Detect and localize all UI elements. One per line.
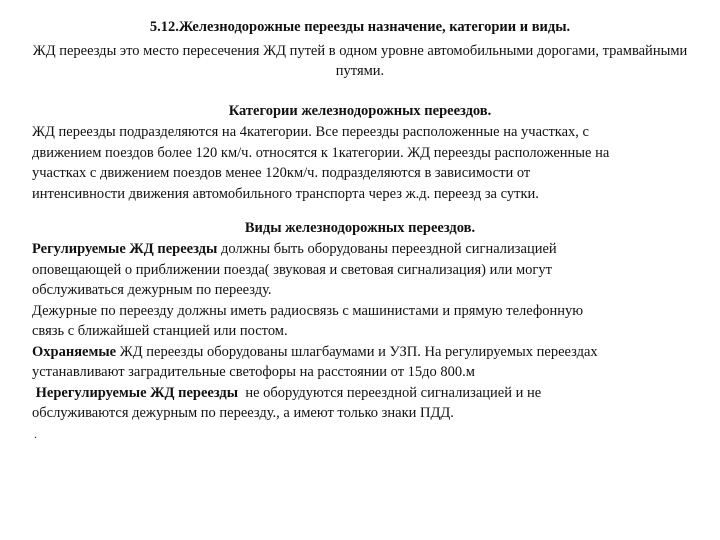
unregulated-line: обслуживаются дежурным по переезду., а имеют только знаки ПДД. <box>32 405 454 421</box>
categories-line: движением поездов более 120 км/ч. относятся к 1категории. ЖД переезды расположенные на <box>32 144 610 161</box>
categories-line: интенсивности движения автомобильного транспорта через ж.д. переезд за сутки. <box>32 185 539 202</box>
unregulated-term: Нерегулируемые ЖД переезды <box>35 384 239 401</box>
types-paragraph <box>32 239 697 424</box>
categories-paragraph <box>32 122 697 204</box>
regulated-line <box>32 239 697 260</box>
types-heading: Виды железнодорожных переездов. <box>244 220 476 236</box>
categories-heading: Категории железнодорожных переездов. <box>228 103 492 119</box>
guarded-line <box>32 342 697 363</box>
duty-line: связь с ближайшей станцией или постом. <box>32 323 288 339</box>
categories-line: участках с движением поездов менее 120км/ч. подразделяются в зависимости от <box>32 165 531 181</box>
regulated-line: оповещающей о приближении поезда( звуковая и световая сигнализация) или могут <box>32 261 552 278</box>
regulated-term: Регулируемые ЖД переезды <box>32 241 218 257</box>
intro-paragraph: ЖД переезды это место пересечения ЖД путей в одном уровне автомобильными дорогами, трамвайными путями. <box>32 43 688 79</box>
guarded-line: устанавливают заградительные светофоры на расстоянии от 15до 800.м <box>32 364 475 380</box>
unregulated-text: не оборудуются переездной сигнализацией и не <box>238 384 542 401</box>
guarded-text: ЖД переезды оборудованы шлагбаумами и УЗП. На регулируемых переездах <box>116 343 598 360</box>
categories-line: ЖД переезды подразделяются на 4категории. Все переезды расположенные на участках, с <box>32 124 589 140</box>
unregulated-line <box>32 383 697 404</box>
trailing-mark: . <box>34 427 37 441</box>
duty-line: Дежурные по переезду должны иметь радиосвязь с машинистами и прямую телефонную <box>32 302 584 319</box>
regulated-text: должны быть оборудованы переездной сигнализацией <box>217 241 557 257</box>
document-title: 5.12.Железнодорожные переезды назначение, категории и виды. <box>149 19 571 35</box>
regulated-line: обслуживаться дежурным по переезду. <box>32 282 272 298</box>
guarded-term: Охраняемые <box>32 343 117 360</box>
